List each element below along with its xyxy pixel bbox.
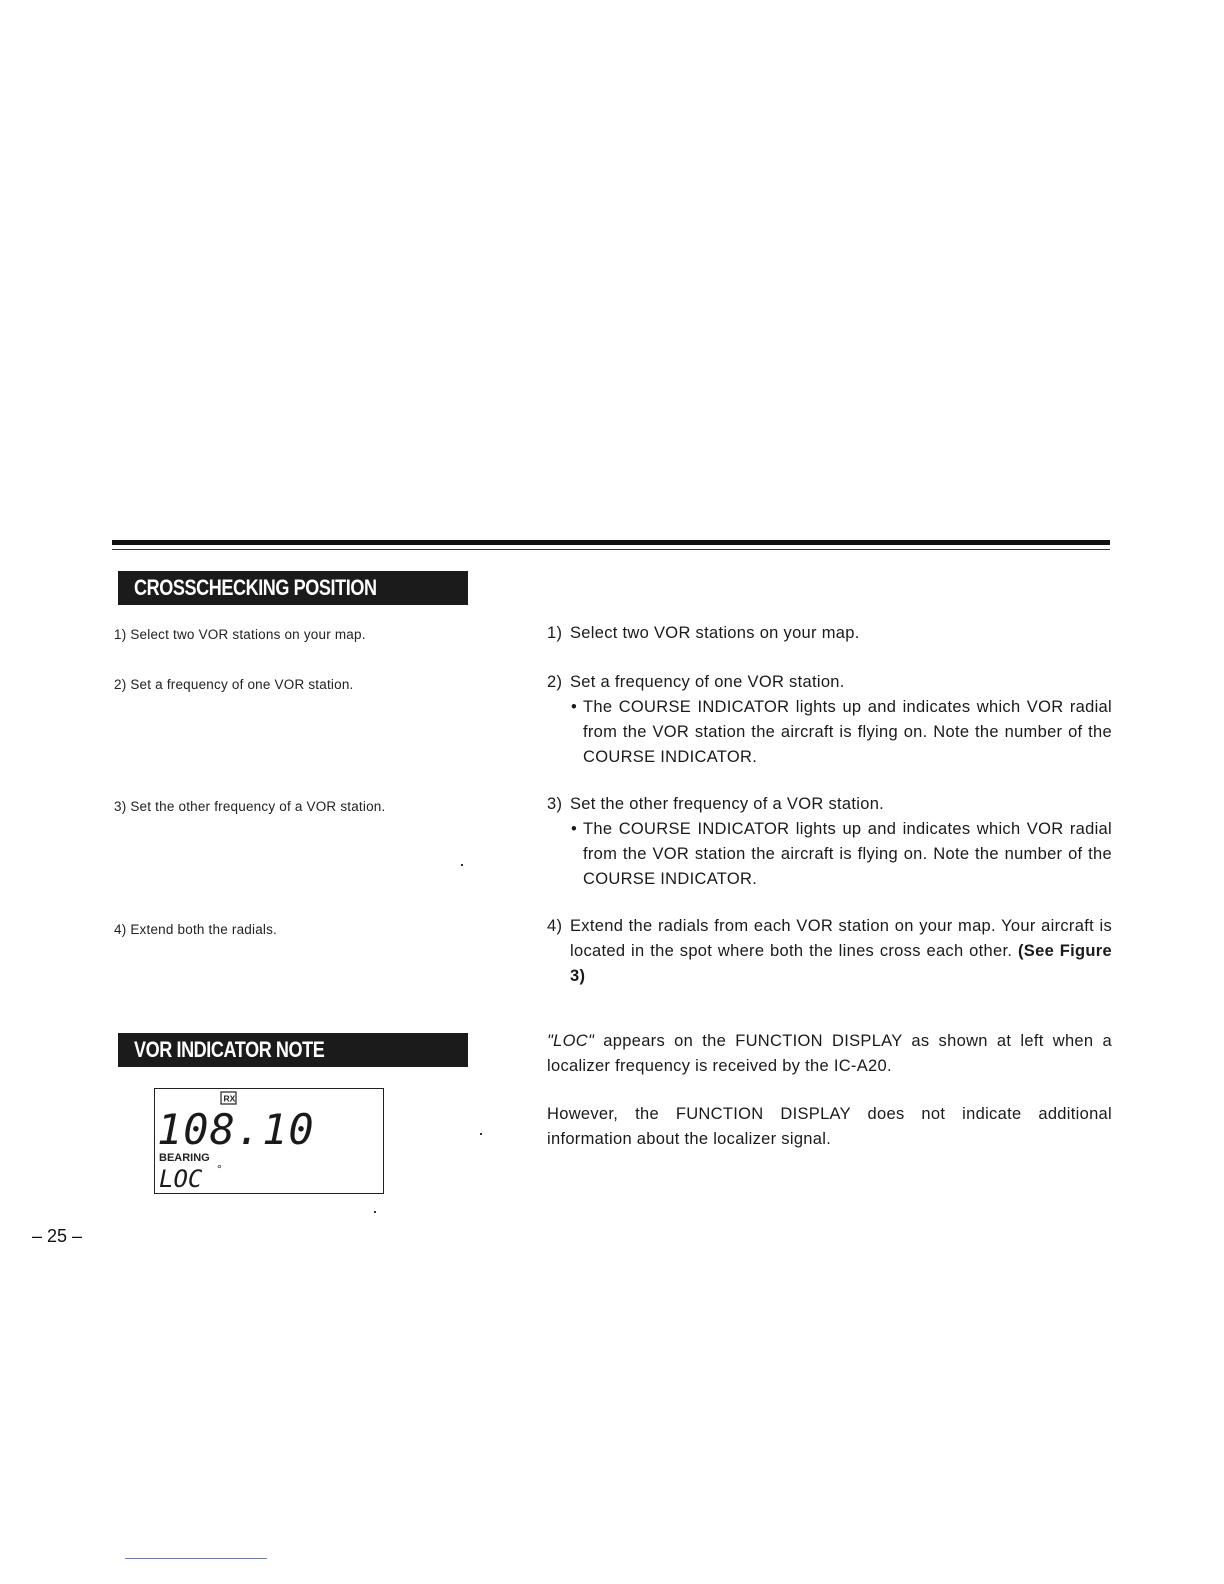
section-title-crosschecking — [118, 571, 468, 605]
step-number: 4) — [547, 917, 563, 935]
right-step-4 — [547, 914, 1112, 989]
step-bullet — [571, 817, 1112, 892]
header-rule-thick — [112, 540, 1110, 545]
print-speck — [461, 864, 463, 866]
note-paragraph-2: However, the FUNCTION DISPLAY does not indicate additional information about the localizer signal. — [547, 1105, 1112, 1148]
bullet-text: The COURSE INDICATOR lights up and indicates which VOR radial from the VOR station the aircraft is flying on. Note the number of the COURSE INDICATOR. — [583, 698, 1112, 766]
step-bullet — [571, 695, 1112, 770]
page-number: – 25 – — [32, 1226, 83, 1246]
lcd-graphic — [155, 1089, 383, 1193]
step-number: 2) — [547, 673, 563, 691]
bearing-label: BEARING — [159, 1152, 210, 1164]
step-text: Set a frequency of one VOR station. — [570, 673, 845, 691]
function-readout: LOC — [159, 1165, 203, 1193]
section-title-text: VOR INDICATOR NOTE — [134, 1037, 325, 1062]
step-text: Select two VOR stations on your map. — [570, 624, 860, 642]
bullet-dot-icon: • — [571, 820, 578, 838]
section-title-vor-note — [118, 1033, 468, 1067]
right-step-1 — [547, 621, 1112, 646]
footer-blue-rule — [125, 1558, 267, 1559]
left-step-2: 2) Set a frequency of one VOR station. — [114, 677, 354, 692]
step-number: 1) — [547, 624, 563, 642]
step-text: Set the other frequency of a VOR station. — [570, 795, 885, 813]
right-step-3 — [547, 792, 1112, 892]
figure-reference: (See Figure 3) — [570, 942, 1112, 985]
note-paragraph-1 — [547, 1029, 1112, 1079]
function-display — [154, 1088, 384, 1194]
rx-indicator: RX — [223, 1093, 236, 1104]
frequency-readout: 108.10 — [157, 1105, 315, 1154]
print-speck — [480, 1133, 482, 1135]
right-step-2 — [547, 670, 1112, 770]
section-title-text: CROSSCHECKING POSITION — [134, 575, 377, 600]
header-rule-thin — [112, 549, 1110, 550]
step-text-body: Extend the radials from each VOR station on your map. Your aircraft is located in the spot where both the lines cross each other. — [570, 917, 1112, 960]
note-paragraph-1-text: appears on the FUNCTION DISPLAY as shown at left when a localizer frequency is received by the IC-A20. — [547, 1032, 1112, 1075]
step-text — [570, 914, 1112, 989]
bullet-text: The COURSE INDICATOR lights up and indicates which VOR radial from the VOR station the aircraft is flying on. Note the number of the COURSE INDICATOR. — [583, 820, 1112, 888]
step-number: 3) — [547, 795, 563, 813]
left-step-1: 1) Select two VOR stations on your map. — [114, 627, 366, 642]
loc-quote: "LOC" — [547, 1032, 595, 1050]
print-speck — [374, 1211, 376, 1213]
left-step-3: 3) Set the other frequency of a VOR station. — [114, 799, 386, 814]
left-step-4: 4) Extend both the radials. — [114, 922, 277, 937]
degree-symbol: ° — [217, 1162, 222, 1176]
bullet-dot-icon: • — [571, 698, 578, 716]
